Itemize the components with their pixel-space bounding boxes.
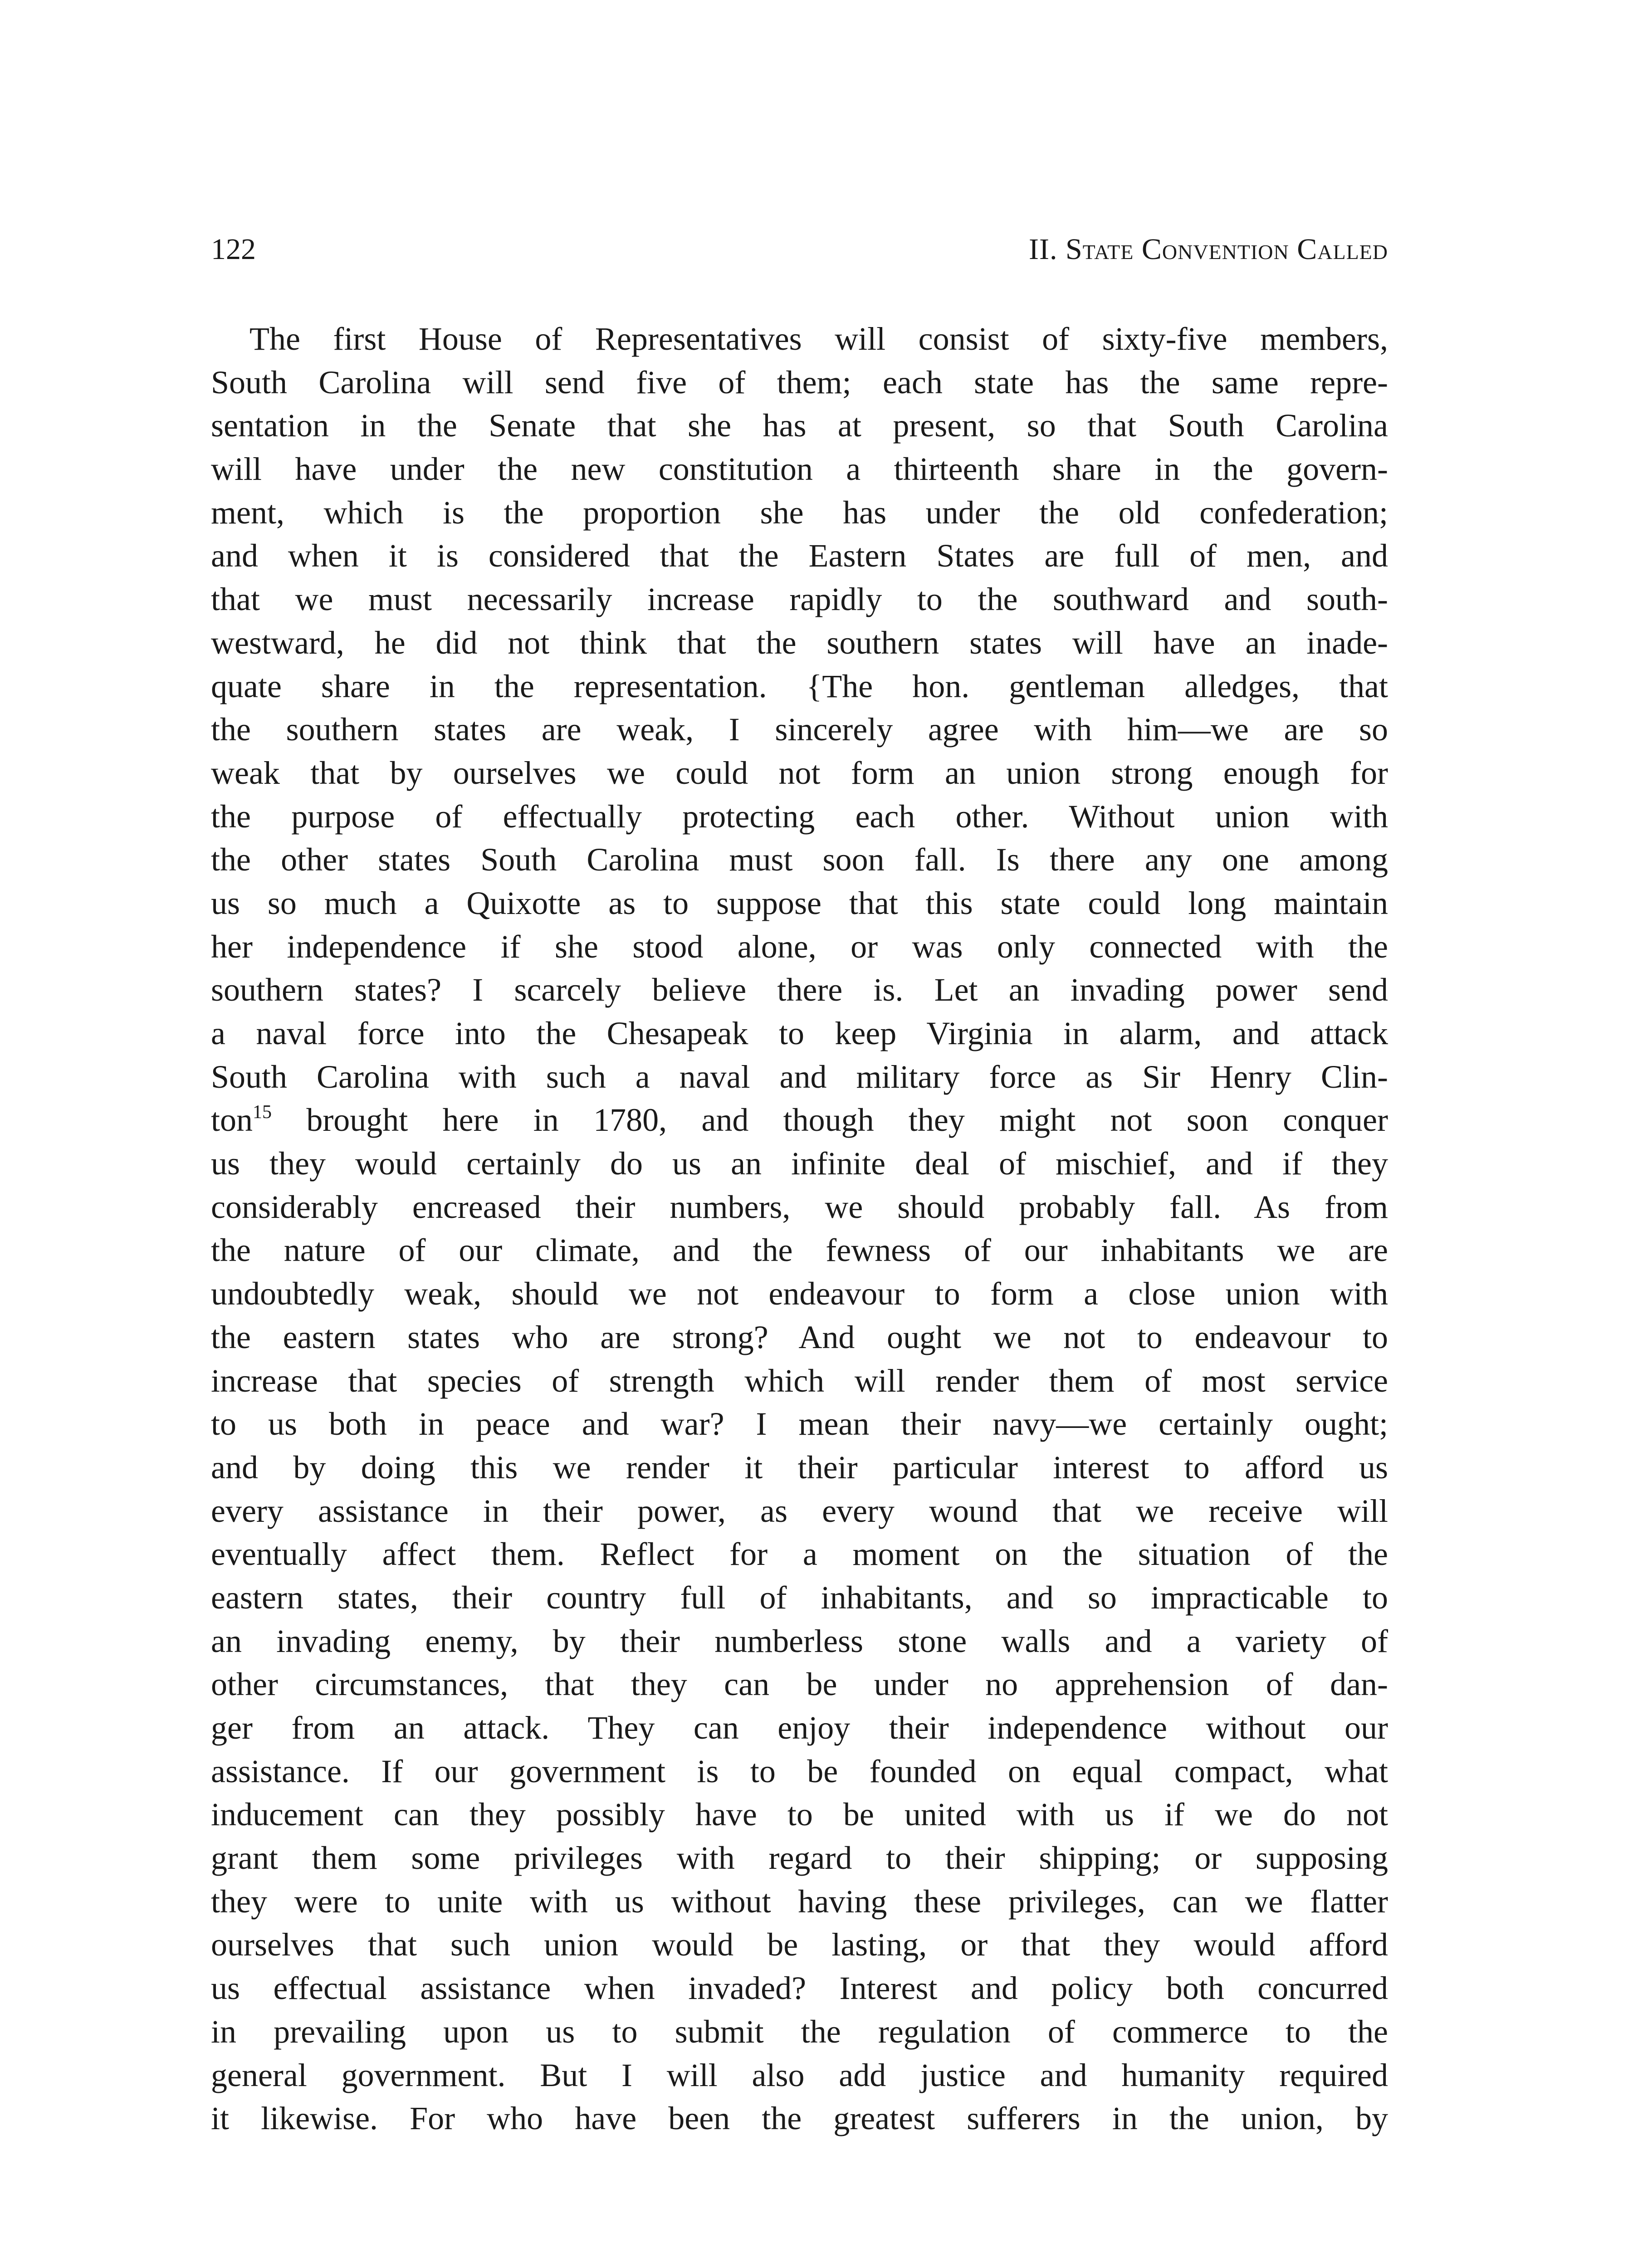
text-line: inducement can they possibly have to be united with us if we do not xyxy=(211,1796,1388,1833)
text-line: us so much a Quixotte as to suppose that this state could long maintain xyxy=(211,885,1388,921)
text-line: in prevailing upon us to submit the regulation of commerce to the xyxy=(211,2013,1388,2050)
text-line: quate share in the representation. {The hon. gentleman alledges, that xyxy=(211,668,1388,704)
text-line: every assistance in their power, as every wound that we receive will xyxy=(211,1492,1388,1529)
text-line: South Carolina will send five of them; each state has the same repre- xyxy=(211,364,1388,401)
text-line: sentation in the Senate that she has at present, so that South Carolina xyxy=(211,407,1388,444)
text-line: weak that by ourselves we could not form an union strong enough for xyxy=(211,754,1388,791)
running-head xyxy=(211,229,1388,270)
text-line: the other states South Carolina must soon fall. Is there any one among xyxy=(211,841,1388,878)
text-line-with-footnote xyxy=(211,1099,1388,1142)
text-fragment: brought here in 1780, and though they might not soon conquer xyxy=(306,1102,1388,1139)
page-number: 122 xyxy=(211,233,256,266)
text-line: South Carolina with such a naval and military force as Sir Henry Clin- xyxy=(211,1058,1388,1095)
text-line: eastern states, their country full of inhabitants, and so impracticable to xyxy=(211,1579,1388,1616)
text-line: it likewise. For who have been the greatest sufferers in the union, by xyxy=(211,2100,1388,2137)
text-line: assistance. If our government is to be founded on equal compact, what xyxy=(211,1753,1388,1789)
text-line: they were to unite with us without having these privileges, can we flatter xyxy=(211,1883,1388,1920)
footnote-reference[interactable]: 15 xyxy=(253,1102,272,1123)
text-line: ment, which is the proportion she has under the old confederation; xyxy=(211,494,1388,531)
text-line: to us both in peace and war? I mean their navy—we certainly ought; xyxy=(211,1406,1388,1442)
body-text xyxy=(211,318,1388,2141)
text-line: us effectual assistance when invaded? Interest and policy both concurred xyxy=(211,1970,1388,2007)
text-line: undoubtedly weak, should we not endeavour to form a close union with xyxy=(211,1276,1388,1312)
text-line: eventually affect them. Reflect for a moment on the situation of the xyxy=(211,1536,1388,1573)
text-line: and by doing this we render it their particular interest to afford us xyxy=(211,1449,1388,1486)
text-line: ger from an attack. They can enjoy their independence without our xyxy=(211,1710,1388,1746)
text-line: that we must necessarily increase rapidly to the southward and south- xyxy=(211,581,1388,618)
text-line: the eastern states who are strong? And ought we not to endeavour to xyxy=(211,1319,1388,1355)
text-line: us they would certainly do us an infinite deal of mischief, and if they xyxy=(211,1145,1388,1182)
text-line: her independence if she stood alone, or was only connected with the xyxy=(211,928,1388,965)
text-line: considerably encreased their numbers, we should probably fall. As from xyxy=(211,1188,1388,1225)
text-line: a naval force into the Chesapeak to keep Virginia in alarm, and attack xyxy=(211,1015,1388,1051)
text-line: and when it is considered that the Eastern States are full of men, and xyxy=(211,538,1388,574)
text-line: grant them some privileges with regard to their shipping; or supposing xyxy=(211,1840,1388,1877)
chapter-title: II. State Convention Called xyxy=(1028,233,1388,266)
text-line: other circumstances, that they can be under no apprehension of dan- xyxy=(211,1666,1388,1703)
text-line: will have under the new constitution a thirteenth share in the govern- xyxy=(211,451,1388,488)
text-line: an invading enemy, by their numberless stone walls and a variety of xyxy=(211,1623,1388,1659)
text-line: general government. But I will also add justice and humanity required xyxy=(211,2057,1388,2093)
text-line: the purpose of effectually protecting each other. Without union with xyxy=(211,798,1388,835)
text-line: the southern states are weak, I sincerely agree with him—we are so xyxy=(211,711,1388,748)
text-line: westward, he did not think that the southern states will have an inade- xyxy=(211,624,1388,661)
text-line: southern states? I scarcely believe there is. Let an invading power send xyxy=(211,972,1388,1008)
text-line: the nature of our climate, and the fewness of our inhabitants we are xyxy=(211,1232,1388,1269)
text-line: ourselves that such union would be lasting, or that they would afford xyxy=(211,1926,1388,1963)
text-line: The first House of Representatives will consist of sixty-five members, xyxy=(249,321,1388,357)
text-fragment: ton xyxy=(211,1102,253,1139)
text-line: increase that species of strength which will render them of most service xyxy=(211,1362,1388,1399)
